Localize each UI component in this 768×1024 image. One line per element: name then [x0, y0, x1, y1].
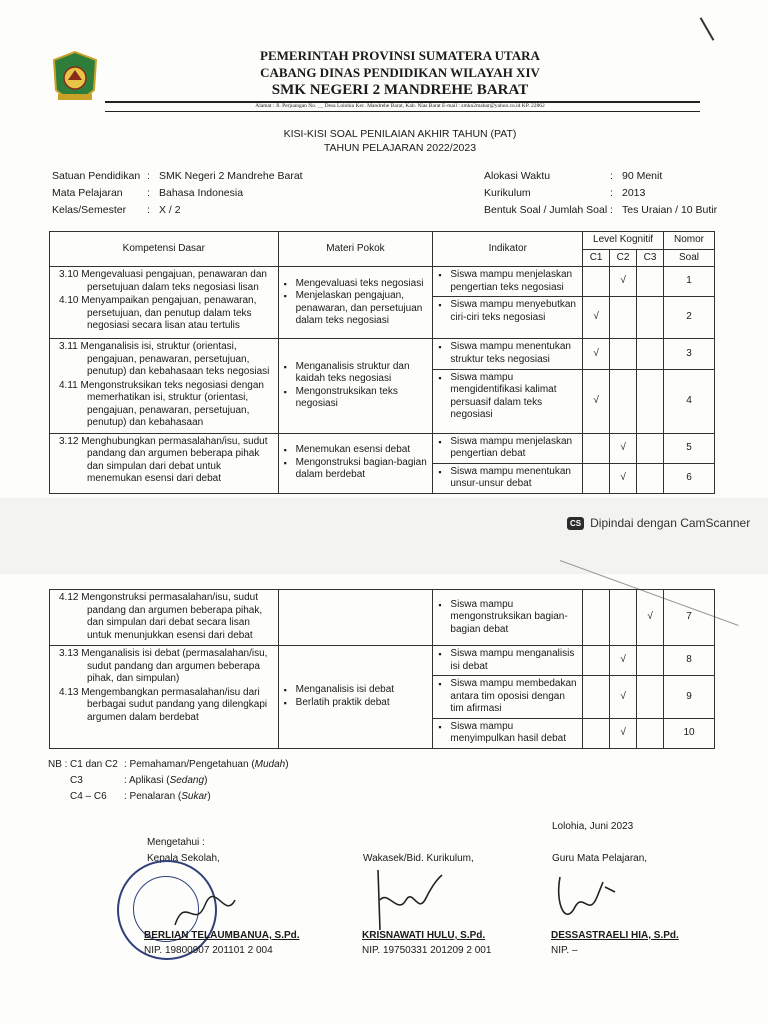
c2-cell: √ [610, 463, 637, 493]
indikator-cell: ▪ Siswa mampu membedakan antara tim oposisi dengan tim afirmasi [433, 676, 583, 719]
signature-right-icon [545, 862, 625, 937]
c2-cell [610, 339, 637, 370]
no-cell: 2 [664, 297, 715, 339]
sig-left-nip: NIP. 19800907 201101 2 004 [144, 945, 273, 956]
kd-cell: 3.11 Menganalisis isi, struktur (orientasi, pengajuan, penawaran, persetujuan, penutup) dan kebahasaan teks negosiasi 4.11 Mengonstruksikan teks negosiasi dengan memerhatikan isi, struktur (orientasi, pengajuan, penawaran, persetujuan, penutup) dan kebahasaan [50, 339, 279, 434]
c1-cell [583, 676, 610, 719]
header-line2: CABANG DINAS PENDIDIKAN WILAYAH XIV [260, 65, 540, 80]
header-address: Alamat : Jl. Perjuangan No. __ Desa Lolohia Kec. Mandrehe Barat, Kab. Nias Barat E-mail : smkn2mabar@yahoo.co.id KP. 22862 [255, 103, 545, 109]
camscanner-text: Dipindai dengan CamScanner [590, 516, 751, 530]
no-cell: 10 [664, 718, 715, 748]
c3-cell [637, 369, 664, 433]
sig-right-name: DESSASTRAELI HIA, S.Pd. [551, 930, 679, 941]
materi-cell: ▪ Menganalisis isi debat ▪ Berlatih praktik debat [278, 646, 433, 749]
c2-cell: √ [610, 433, 637, 463]
materi-cell [278, 590, 433, 646]
table-row [50, 267, 715, 297]
signature-left-icon [170, 885, 240, 935]
doc-title: KISI-KISI SOAL PENILAIAN AKHIR TAHUN (PAT) [283, 128, 517, 140]
indikator-cell: ▪ Siswa mampu menentukan unsur-unsur debat [433, 463, 583, 493]
sig-right-nip: NIP. – [551, 945, 578, 956]
no-cell: 6 [664, 463, 715, 493]
materi-cell: ▪ Menganalisis struktur dan kaidah teks negosiasi ▪ Mengonstruksikan teks negosiasi [278, 339, 433, 434]
grid-table-2 [49, 589, 715, 749]
info-right: Alokasi Waktu : 90 Menit Kurikulum : 2013 Bentuk Soal / Jumlah Soal : Tes Uraian / 10 Butir [484, 170, 718, 216]
c1-cell [583, 718, 610, 748]
indikator-cell: ▪ Siswa mampu menjelaskan pengertian teks negosiasi [433, 267, 583, 297]
camscanner-watermark [567, 513, 750, 533]
table-row [50, 590, 715, 646]
header-line1: PEMERINTAH PROVINSI SUMATERA UTARA [260, 48, 540, 63]
sig-middle-name: KRISNAWATI HULU, S.Pd. [362, 930, 486, 941]
c3-cell [637, 433, 664, 463]
indikator-cell: ▪ Siswa mampu menyimpulkan hasil debat [433, 718, 583, 748]
c2-cell: √ [610, 676, 637, 719]
header-line3: SMK NEGERI 2 MANDREHE BARAT [271, 82, 529, 98]
info-left: Satuan Pendidikan : SMK Negeri 2 Mandrehe Barat Mata Pelajaran : Bahasa Indonesia Kelas/Semester : X / 2 [52, 170, 303, 216]
no-cell: 8 [664, 646, 715, 676]
col-nomor: Nomor [664, 232, 715, 250]
sig-middle-nip: NIP. 19750331 201209 2 001 [362, 945, 492, 956]
no-cell: 1 [664, 267, 715, 297]
kd-cell: 3.12 Menghubungkan permasalahan/isu, sudut pandang dan argumen beberapa pihak dan simpulan dari debat untuk menemukan esensi dari debat [50, 433, 279, 493]
page-break [0, 498, 768, 574]
no-cell: 7 [664, 590, 715, 646]
col-c3: C3 [637, 249, 664, 267]
col-materi: Materi Pokok [278, 232, 433, 267]
doc-subtitle: TAHUN PELAJARAN 2022/2023 [323, 142, 477, 154]
kd-cell: 4.12 Mengonstruksi permasalahan/isu, sudut pandang dan argumen beberapa pihak, dan simpulan dari debat secara lisan untuk menunjukkan esensi dari debat [50, 590, 279, 646]
header-rule-thin [105, 111, 700, 112]
place-date: Lolohia, Juni 2023 [552, 821, 634, 832]
no-cell: 4 [664, 369, 715, 433]
c2-cell: √ [610, 718, 637, 748]
c2-cell [610, 590, 637, 646]
grid-table-1 [49, 231, 715, 494]
col-level: Level Kognitif [583, 232, 664, 250]
col-c1: C1 [583, 249, 610, 267]
indikator-cell: ▪ Siswa mampu mengidentifikasi kalimat persuasif dalam teks negosiasi [433, 369, 583, 433]
col-c2: C2 [610, 249, 637, 267]
c1-cell: √ [583, 339, 610, 370]
c2-cell [610, 369, 637, 433]
c1-cell: √ [583, 297, 610, 339]
table-row [50, 646, 715, 676]
signature-middle-icon [368, 860, 448, 940]
notes-nb: NB : [48, 759, 68, 770]
col-soal: Soal [664, 249, 715, 267]
c1-cell [583, 463, 610, 493]
scan-mark [700, 17, 715, 41]
no-cell: 9 [664, 676, 715, 719]
c2-cell [610, 297, 637, 339]
table-row [50, 339, 715, 370]
kd-cell: 3.10 Mengevaluasi pengajuan, penawaran dan persetujuan dalam teks negosiasi lisan 4.10 Menyampaikan pengajuan, penawaran, persetujuan, dan penutup dalam teks negosiasi secara lisan atau tertulis [50, 267, 279, 339]
no-cell: 5 [664, 433, 715, 463]
col-kd: Kompetensi Dasar [50, 232, 279, 267]
c1-cell [583, 646, 610, 676]
c3-cell [637, 676, 664, 719]
c1-cell [583, 267, 610, 297]
province-logo-icon [50, 50, 100, 108]
c2-cell: √ [610, 267, 637, 297]
table-row [50, 433, 715, 463]
indikator-cell: ▪ Siswa mampu menyebutkan ciri-ciri teks negosiasi [433, 297, 583, 339]
col-indikator: Indikator [433, 232, 583, 267]
c3-cell [637, 297, 664, 339]
c3-cell [637, 463, 664, 493]
notes: NB : C1 dan C2 : Pemahaman/Pengetahuan (Mudah) C3 : Aplikasi (Sedang) C4 – C6 : Penalaran (Sukar) [48, 759, 289, 802]
indikator-cell: ▪ Siswa mampu menentukan struktur teks negosiasi [433, 339, 583, 370]
no-cell: 3 [664, 339, 715, 370]
materi-cell: ▪ Menemukan esensi debat ▪ Mengonstruksi bagian-bagian dalam berdebat [278, 433, 433, 493]
sig-middle-label: Wakasek/Bid. Kurikulum, [363, 853, 474, 864]
materi-cell: ▪ Mengevaluasi teks negosiasi ▪ Menjelaskan pengajuan, penawaran, dan persetujuan dalam teks negosiasi [278, 267, 433, 339]
c3-cell [637, 267, 664, 297]
sig-left-label2: Kepala Sekolah, [147, 853, 220, 864]
c1-cell: √ [583, 369, 610, 433]
sig-left-label1: Mengetahui : [147, 837, 205, 848]
indikator-cell: ▪ Siswa mampu menjelaskan pengertian debat [433, 433, 583, 463]
c3-cell [637, 646, 664, 676]
c1-cell [583, 590, 610, 646]
camscanner-icon: CS [567, 517, 584, 530]
c3-cell: √ [637, 590, 664, 646]
c3-cell [637, 339, 664, 370]
indikator-cell: ▪ Siswa mampu menganalisis isi debat [433, 646, 583, 676]
c2-cell: √ [610, 646, 637, 676]
c1-cell [583, 433, 610, 463]
sig-left-name: BERLIAN TELAUMBANUA, S.Pd. [144, 930, 300, 941]
kd-cell: 3.13 Menganalisis isi debat (permasalahan/isu, sudut pandang dan argumen beberapa pihak, dan simpulan) 4.13 Mengembangkan permasalahan/isu dari berbagai sudut pandang yang dilengkapi argumen dalam berdebat [50, 646, 279, 749]
indikator-cell: ▪ Siswa mampu mengonstruksikan bagian-bagian debat [433, 590, 583, 646]
sig-right-label: Guru Mata Pelajaran, [552, 853, 648, 864]
c3-cell [637, 718, 664, 748]
